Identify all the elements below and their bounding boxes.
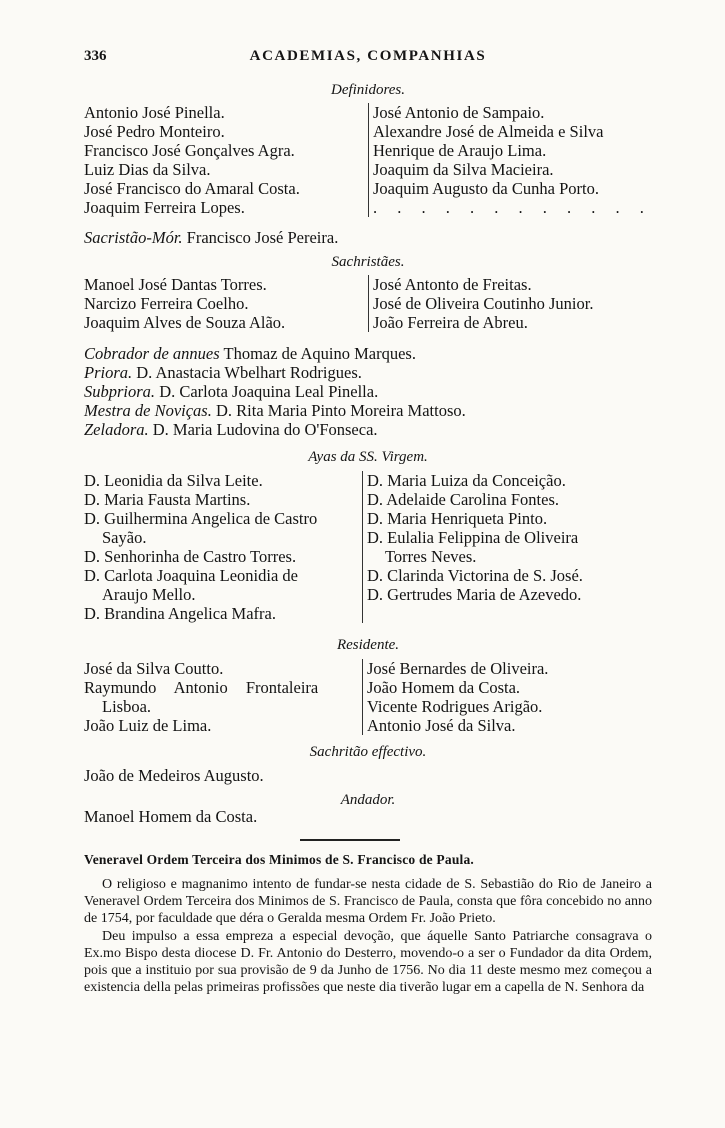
running-title: ACADEMIAS, COMPANHIAS (249, 48, 487, 64)
name-line: Luiz Dias da Silva. (84, 160, 211, 179)
name-line: Joaquim Ferreira Lopes. (84, 198, 245, 217)
name-line: Henrique de Araujo Lima. (373, 141, 547, 160)
name-line: Joaquim Augusto da Cunha Porto. (373, 179, 599, 198)
paragraph: Deu impulso a essa empreza a especial devoção, que áquelle Santo Patriarche consagrava o Ex.mo Bispo desta diocese D. Fr. Antonio do Desterro, movendo-o a ser o Fundador da dita Ordem, pois que a instituio por sua provisão de 9 da Junho de 1756. No dia 11 deste mesmo mez começou a existencia della pelas primeiras profissões que neste dia tiverão lugar em a capella de N. Senhora da (84, 928, 652, 996)
definidores-columns (84, 103, 652, 217)
name-line: José Bernardes de Oliveira. (367, 659, 549, 678)
name-line: D. Carlota Joaquina Leonidia de (84, 566, 298, 585)
sachristaes-heading: Sachristães. (331, 254, 405, 270)
section-divider (300, 839, 400, 841)
residente-left (84, 659, 362, 735)
name-line: Antonio José Pinella. (84, 103, 225, 122)
name-line: D. Adelaide Carolina Fontes. (367, 490, 560, 509)
definidores-heading: Definidores. (330, 82, 406, 98)
definidores-left (84, 103, 368, 217)
role-name: Francisco José Pereira. (186, 228, 339, 247)
page-number: 336 (84, 48, 107, 64)
name-line: D. Maria Henriqueta Pinto. (367, 509, 548, 528)
role-line (84, 382, 652, 401)
residente-heading: Residente. (336, 637, 400, 653)
role-line (84, 363, 652, 382)
name-line: José Antonio de Sampaio. (373, 103, 545, 122)
sachritao-effectivo-name: João de Medeiros Augusto. (84, 766, 264, 785)
name-line: D. Eulalia Felippina de Oliveira (367, 528, 579, 547)
name-line: José Pedro Monteiro. (84, 122, 225, 141)
name-line: Alexandre José de Almeida e Silva (373, 122, 604, 141)
role-name: Thomaz de Aquino Marques. (223, 344, 416, 363)
name-line: D. Gertrudes Maria de Azevedo. (367, 585, 582, 604)
name-line: Joaquim Alves de Souza Alão. (84, 313, 286, 332)
name-line: Vicente Rodrigues Arigão. (367, 697, 543, 716)
name-line: João Homem da Costa. (367, 678, 521, 697)
residente-right (362, 659, 652, 735)
role-label: Priora. (84, 363, 133, 382)
office-holders (84, 344, 652, 439)
name-line: João Ferreira de Abreu. (373, 313, 528, 332)
name-line: D. Clarinda Victorina de S. José. (367, 566, 583, 585)
paragraph: O religioso e magnanimo intento de fundar-se nesta cidade de S. Sebastião do Rio de Janeiro a Veneravel Ordem Terceira dos Minimos de S. Francisco de Paula, consta que fôra concebido no anno de 1754, por faculdade que déra o Geralda mesma Ordem Fr. João Prieto. (84, 877, 652, 927)
name-line: José de Oliveira Coutinho Junior. (373, 294, 594, 313)
sachristaes-left (84, 275, 368, 332)
andador-name: Manoel Homem da Costa. (84, 807, 258, 826)
role-name: D. Rita Maria Pinto Moreira Mattoso. (215, 401, 466, 420)
name-line: D. Maria Fausta Martins. (84, 490, 251, 509)
role-label: Mestra de Noviças. (84, 401, 212, 420)
name-line: José da Silva Coutto. (84, 659, 224, 678)
sachritao-effectivo-heading: Sachritão effectivo. (309, 744, 427, 760)
name-line (367, 604, 652, 623)
role-name: D. Maria Ludovina do O'Fonseca. (152, 420, 378, 439)
ellipsis-line: . . . . . . . . . . . . (373, 198, 652, 217)
role-label: Subpriora. (84, 382, 156, 401)
name-line: Francisco José Gonçalves Agra. (84, 141, 295, 160)
name-line-continued: Sayão. (102, 528, 147, 547)
name-line: Raymundo Antonio Frontaleira (84, 678, 319, 697)
name-line: Narcizo Ferreira Coelho. (84, 294, 249, 313)
sachristaes-columns (84, 275, 652, 332)
residente-columns (84, 659, 652, 735)
role-label: Zeladora. (84, 420, 149, 439)
definidores-right (368, 103, 652, 217)
ayas-right (362, 471, 652, 623)
role-line (84, 344, 652, 363)
name-line: José Francisco do Amaral Costa. (84, 179, 300, 198)
name-line-continued: Torres Neves. (385, 547, 477, 566)
name-line: José Antonto de Freitas. (373, 275, 532, 294)
name-line: Manoel José Dantas Torres. (84, 275, 267, 294)
role-line (84, 401, 652, 420)
section-body (84, 876, 652, 996)
name-line: Joaquim da Silva Macieira. (373, 160, 554, 179)
section-title: Veneravel Ordem Terceira dos Minimos de S. Francisco de Paula. (84, 852, 474, 867)
role-label: Sacristão-Mór. (84, 228, 183, 247)
ayas-columns (84, 471, 652, 623)
andador-heading: Andador. (340, 792, 396, 808)
name-line: Antonio José da Silva. (367, 716, 516, 735)
sacristao-mor-line (84, 228, 338, 247)
role-name: D. Carlota Joaquina Leal Pinella. (159, 382, 379, 401)
name-line: D. Guilhermina Angelica de Castro (84, 509, 318, 528)
name-line: D. Senhorinha de Castro Torres. (84, 547, 297, 566)
ayas-heading: Ayas da SS. Virgem. (308, 449, 428, 465)
name-line-continued: Lisboa. (102, 697, 152, 716)
name-line: D. Brandina Angelica Mafra. (84, 604, 276, 623)
name-line: João Luiz de Lima. (84, 716, 212, 735)
name-line: D. Leonidia da Silva Leite. (84, 471, 263, 490)
role-name: D. Anastacia Wbelhart Rodrigues. (136, 363, 362, 382)
name-line-continued: Araujo Mello. (102, 585, 196, 604)
role-line (84, 420, 652, 439)
page-header (84, 48, 652, 70)
role-label: Cobrador de annues (84, 344, 220, 363)
name-line: D. Maria Luiza da Conceição. (367, 471, 566, 490)
ayas-left (84, 471, 362, 623)
sachristaes-right (368, 275, 652, 332)
